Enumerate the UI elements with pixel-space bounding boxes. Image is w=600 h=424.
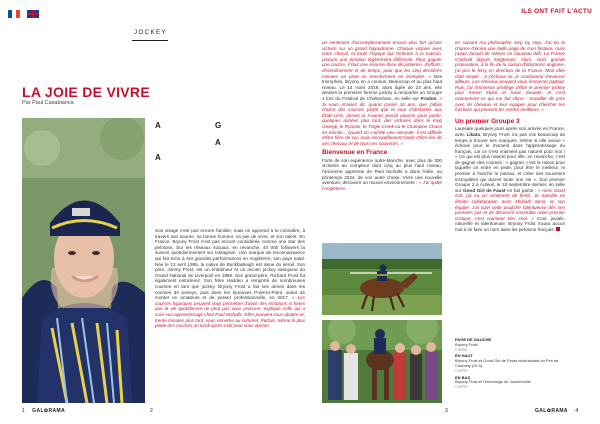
winners-group-photo — [322, 320, 442, 403]
page-number: 2 — [150, 408, 153, 414]
caption-text: Bryony Frost et l'entourage de Jouvencelle — [455, 379, 531, 385]
caption-block — [455, 376, 565, 390]
drop-cap: G — [215, 121, 222, 130]
article-column-2 — [322, 40, 442, 191]
english-flag-icon[interactable] — [27, 10, 39, 18]
end-mark-icon — [556, 227, 560, 231]
french-flag-icon[interactable] — [8, 10, 20, 18]
top-bar — [0, 0, 600, 26]
subheading: Un premier Groupe 3 — [455, 117, 520, 125]
pull-quote: un sentiment d'accomplissement encore plus fort qu'une victoire sur un grand hippodrome. Chaque victoire avec votre cheval, et toute l'équipe qui l'entoure à la maison, procure une émotion légèrement différente. Pour gagner une course, il faut une énorme dose de patience, d'efforts, d'entraînement et de temps, pour que les cinq dernières minutes en piste se transforment en triomphe. » — [322, 40, 442, 79]
pull-quote: en suivant ma philosophie step by step. J'ai eu la chance d'écrire une belle page de mon histoire, mais j'avais besoin de relever un nouveau défi. La France m'attirait depuis longtemps. Alors, sans grande préparation, à la fin de la saison d'obstacles anglaise, j'ai pris le ferry en direction de la France. Mon idée était simple : si j'échoue ici, je continuerai d'avancer ailleurs. Les chevaux peuvent vous emmener partout. Puis, j'ai l'immense privilège d'être le premier jockey pour Simon Munir et Isaac Souede, et c'est exactement ce qui me fait vibrer : travailler de près avec de chevaux et leur équipes pour chercher les fractions qui peuvent les rendre meilleurs. » — [455, 40, 565, 113]
horse-name: Frodon — [420, 95, 437, 101]
caption-text: Bryony Frost et Good Girl de Faust victorieuses du Prix de Chambly (Gr.3) — [455, 358, 559, 368]
body-text: en fait partie : — [505, 187, 538, 193]
subheading: Bienvenue en France — [322, 149, 388, 157]
page-number: 3 — [445, 408, 448, 414]
caption-text: Bryony Frost — [455, 341, 478, 347]
pull-quote: « Avec Good Girl, j'ai eu un sentiment de fierté. Je travaille en étroite collaboration avec Mickaël Seror et son équipe. J'ai suivi cette pouliche talentueuse dès ses premiers pas et de découvrir ensemble notre premier Groupe, c'est vraiment très cool. » — [455, 187, 565, 221]
caption-source: © APRH — [455, 368, 468, 373]
drop-cap: A — [155, 153, 161, 162]
page-number: 1 — [22, 408, 25, 414]
body-text: , Bryony Frost n'a pas mis beaucoup de temps à trouver ses marques, même si elle avoue « échoué pour le moment dans l'apprentissage du français, car ce n'est vraiment pas naturel pour moi ! » Ce qui est plus naturel pour elle, en revanche, c'est de gagner des courses : « gagner, c'est la raison pour laquelle on entre en piste, pour être le meilleur, le premier à franchir le poteau, et créer des souvenirs incroyables qui durent toute une vie ». Son premier Groupe 3 à Auteuil, le 18 septembre dernier, en selle sur — [455, 131, 565, 193]
jockey-portrait-photo — [22, 118, 145, 403]
caption-heading: PAGE DE GAUCHE — [455, 337, 492, 342]
caption-block — [455, 354, 565, 373]
drop-cap: A — [155, 121, 161, 130]
pull-quote: . « Si vous m'aviez dit, quand j'avais 16 ans, que j'allais choisir des courses plutôt que le saut d'obstacles aux États-Unis, jamais je n'aurais pensé pouvoir vous parler, quelques années plus tard, des victoires dans le King George, le Ryanair, le Tingle Creek ou le Champion Chase en Irlande... Quand on s'arrête une seconde, il est difficile d'être fière de soi, mais incroyablement facile d'être fier de ses chevaux et de tous ses souvenirs. » — [322, 95, 443, 146]
caption-heading: EN BAS — [455, 374, 471, 380]
horse-race-photo — [322, 243, 442, 315]
caption-source: © APRH — [455, 347, 468, 352]
article-column-3 — [455, 40, 565, 233]
drop-cap: A — [215, 138, 221, 147]
body-text: Des triomphes, Bryony en a connus. Beaucoup et au plus haut niveau. Le 14 mars 2019, alors âgée de 23 ans, elle devient la première femme jockey à remporter un Groupe 1 lors du Festival de Cheltenham, en selle sur — [322, 73, 442, 101]
magazine-brand: GAL✿RAMA — [535, 408, 568, 414]
body-text: Lauréate quelques jours après son arrivée en France, avec — [455, 126, 565, 137]
caption-block — [455, 338, 565, 352]
pull-quote: « J'ai quitté l'Angleterre — [322, 180, 442, 191]
section-label: JOCKEY — [134, 30, 168, 36]
horse-name: Likata — [466, 131, 480, 137]
body-text: Forte de son expérience outre-Manche, avec plus de 300 victoires au compteur dont cinq au plus haut niveau, l'ancienne apprentie de Paul Nicholls a dans l'idée, au printemps 2024, de voir autre chose. Vivre une nouvelle aventure, découvrir un nouvel environnement : — [322, 157, 442, 186]
body-text: Son visage n'est pas encore familier, mais on apprend à la connaître, à travers son sourire, sa bonne humeur, sa joie de vivre, et son talent. En France, Bryony Frost n'est pas encore considérée comme une star des pelotons. Sur les réseaux sociaux, en revanche, 40 000 followers la suivent quotidiennement sur Instagram. Une marque de reconnaissance qui fait écho à ses grandes performances en Angleterre, son pays natal. Née le 13 avril 1995, la native de Buckfastleigh est issue du sérail. Son père, Jimmy Frost, est un entraîneur et un ancien jockey vainqueur du Grand National de Liverpool en 1989. Son grand-père, Richard Frost fut également entraîneur. Son frère Hadden a remporté de nombreuses courses en tant que jockey. Bryony Frost a fait ses armes dans les courses de poneys, puis dans les épreuves Point-to-Point, avant de monter en amateurs et de passer professionnelle, en 2017. — [155, 228, 305, 301]
byline: Par Paul Casabianca — [22, 100, 74, 106]
photo-captions — [455, 336, 565, 390]
caption-source: © APRH — [455, 385, 468, 390]
drop-caps — [155, 115, 255, 205]
pull-quote: « Les courses hippiques peuvent vous permettre d'avoir des émotions si fortes que la vie quotidienne ne peut pas vous procurer, explique celle qui a suivi son apprentissage chez Paul Nicholls. Elles peuvent vous abattre et, trente minutes plus tard, vous remettre au sommet. Parfois, même la plus petite des courses un lundi après-midi peut vous donner — [155, 295, 305, 329]
page-number: 4 — [575, 408, 579, 414]
article-title: LA JOIE DE VIVRE — [22, 84, 150, 100]
horse-name: Good Girl de Faust — [463, 187, 506, 193]
rubric-label: ILS ONT FAIT L'ACTU — [521, 8, 592, 15]
footer-left — [22, 408, 65, 414]
section-rule — [132, 40, 168, 41]
footer-right — [535, 408, 578, 414]
caption-heading: EN HAUT — [455, 353, 473, 359]
magazine-brand: GAL✿RAMA — [32, 408, 66, 414]
body-text: Cool, jovialе, naturelle et talentueuse, Bryony Frost n'aura aucun mal à se faire un nom dans les pelotons français. — [455, 215, 566, 232]
article-column-1 — [155, 228, 305, 329]
